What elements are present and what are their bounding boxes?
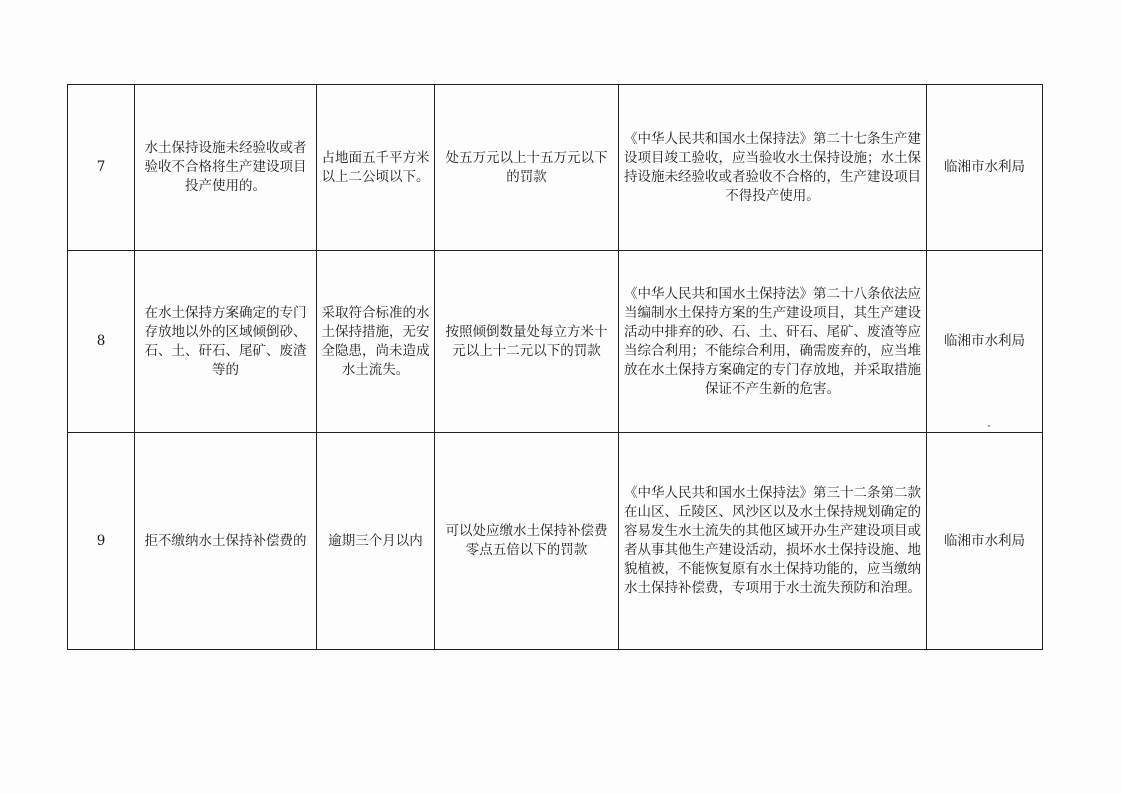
violation-cell: 在水土保持方案确定的专门存放地以外的区域倾倒砂、石、土、矸石、尾矿、废渣等的 <box>135 251 317 433</box>
violation-cell: 拒不缴纳水土保持补偿费的 <box>135 433 317 650</box>
authority-cell: 临湘市水利局 <box>927 433 1043 650</box>
legal-basis-cell: 《中华人民共和国水土保持法》第三十二条第二款 在山区、丘陵区、风沙区以及水土保持规划确定的容易发生水土流失的其他区域开办生产建设项目或者从事其他生产建设活动，损坏水土保持设施、地貌植被，不能恢复原有水土保持功能的，应当缴纳水土保持补偿费，专项用于水土流失预防和治理。 <box>619 433 927 650</box>
penalty-cell: 按照倾倒数量处每立方米十元以上十二元以下的罚款 <box>435 251 619 433</box>
legal-basis-cell: 《中华人民共和国水土保持法》第二十八条依法应当编制水土保持方案的生产建设项目，其生产建设活动中排弃的砂、石、土、矸石、尾矿、废渣等应当综合利用；不能综合利用，确需废弃的，应当堆放在水土保持方案确定的专门存放地，并采取措施保证不产生新的危害。 <box>619 251 927 433</box>
table-row <box>68 433 1043 650</box>
authority-cell: 临湘市水利局 <box>927 251 1043 433</box>
circumstance-cell: 逾期三个月以内 <box>317 433 435 650</box>
penalty-cell: 可以处应缴水土保持补偿费零点五倍以下的罚款 <box>435 433 619 650</box>
violation-cell: 水土保持设施未经验收或者验收不合格将生产建设项目投产使用的。 <box>135 85 317 251</box>
authority-cell: 临湘市水利局 <box>927 85 1043 251</box>
penalty-table <box>67 84 1043 650</box>
scan-speck <box>988 425 990 427</box>
row-number-cell: 9 <box>68 433 135 650</box>
circumstance-cell: 占地面五千平方米以上二公顷以下。 <box>317 85 435 251</box>
penalty-cell: 处五万元以上十五万元以下的罚款 <box>435 85 619 251</box>
table-row <box>68 85 1043 251</box>
row-number-cell: 8 <box>68 251 135 433</box>
circumstance-cell: 采取符合标准的水土保持措施，无安全隐患，尚未造成水土流失。 <box>317 251 435 433</box>
legal-basis-cell: 《中华人民共和国水土保持法》第二十七条生产建设项目竣工验收，应当验收水土保持设施；水土保持设施未经验收或者验收不合格的，生产建设项目不得投产使用。 <box>619 85 927 251</box>
table-row <box>68 251 1043 433</box>
row-number-cell: 7 <box>68 85 135 251</box>
